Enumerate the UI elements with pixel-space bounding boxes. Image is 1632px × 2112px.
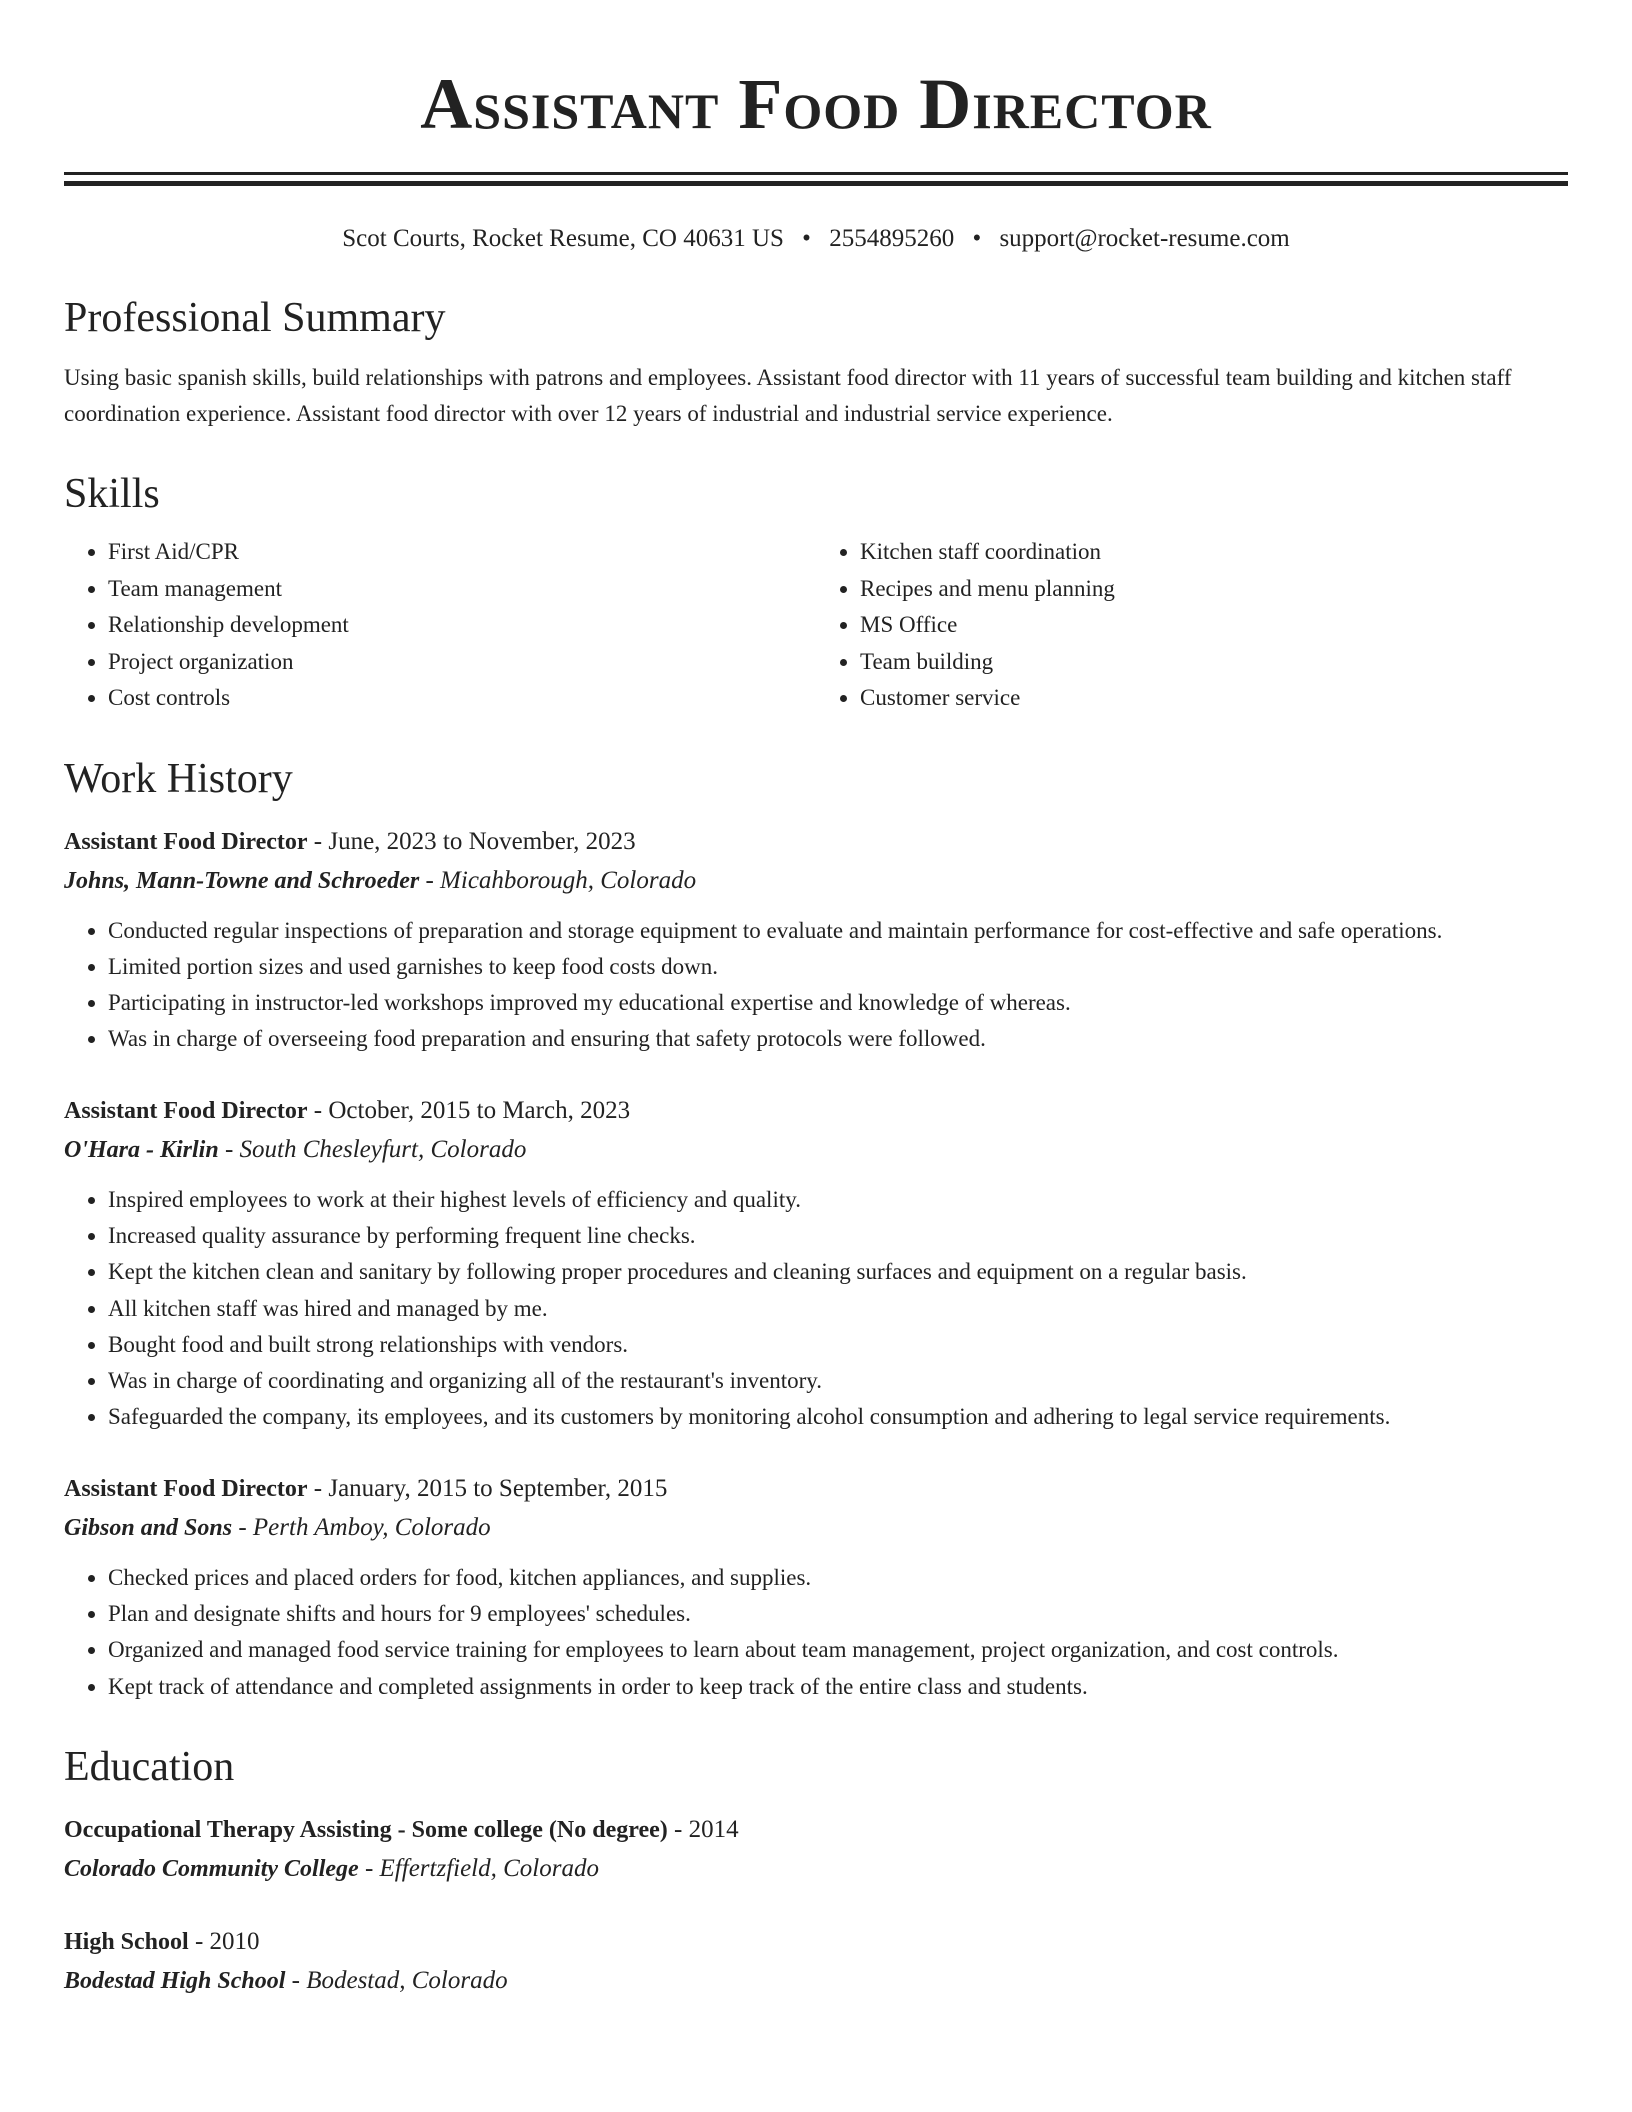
dash-separator: - xyxy=(232,1513,253,1541)
job-company-line xyxy=(64,861,1568,901)
job-bullets xyxy=(64,913,1568,1058)
education-location: Effertzfield, Colorado xyxy=(379,1854,599,1882)
contact-separator: • xyxy=(972,225,982,252)
dash-separator: - xyxy=(419,866,441,894)
job-company: O'Hara - Kirlin xyxy=(64,1136,219,1163)
skills-right-column xyxy=(816,534,1568,717)
summary-heading: Professional Summary xyxy=(64,295,446,341)
resume-title: Assistant Food Director xyxy=(420,64,1212,144)
job-bullet: • Safeguarded the company, its employees, and its customers by monitoring alcohol consumption and adhering to legal service requirements. xyxy=(108,1399,1568,1435)
job-location: South Chesleyfurt, Colorado xyxy=(239,1135,527,1163)
skill-item: • Recipes and menu planning xyxy=(860,571,1568,608)
job-bullet: • Kept the kitchen clean and sanitary by following proper procedures and cleaning surfaces and equipment on a regular basis. xyxy=(108,1254,1568,1290)
title-rule-bottom xyxy=(64,181,1568,186)
job-bullet: • Limited portion sizes and used garnishes to keep food costs down. xyxy=(108,949,1568,985)
education-school-line xyxy=(64,1849,1568,1889)
education-school-line xyxy=(64,1961,1568,2001)
job-role: Assistant Food Director xyxy=(64,1475,308,1502)
job-role-line xyxy=(64,1470,1568,1508)
education-entry xyxy=(64,1923,1568,2001)
skill-item: • Team building xyxy=(860,644,1568,681)
job-bullet: • Conducted regular inspections of preparation and storage equipment to evaluate and maintain performance for cost-effective and safe operations. xyxy=(108,913,1568,949)
job-location: Perth Amboy, Colorado xyxy=(252,1513,491,1541)
work-history-heading: Work History xyxy=(64,755,293,802)
contact-separator: • xyxy=(802,225,811,252)
job-bullet: • Was in charge of coordinating and organizing all of the restaurant's inventory. xyxy=(108,1363,1568,1399)
skills-columns xyxy=(64,534,1568,717)
skill-item: • Customer service xyxy=(860,680,1568,717)
professional-summary-section xyxy=(64,292,1568,432)
education-school: Bodestad High School xyxy=(64,1967,286,1994)
dash-separator: - xyxy=(188,1927,210,1955)
contact-email: support@rocket-resume.com xyxy=(999,225,1290,252)
dash-separator: - xyxy=(307,827,329,855)
job-bullet: • Plan and designate shifts and hours for 9 employees' schedules. xyxy=(108,1596,1568,1632)
job-location: Micahborough, Colorado xyxy=(440,866,697,894)
job-dates: June, 2023 to November, 2023 xyxy=(328,827,636,855)
skill-item: • First Aid/CPR xyxy=(108,534,816,571)
work-history-section xyxy=(64,753,1568,1705)
skill-item: • Team management xyxy=(108,571,816,608)
education-entry xyxy=(64,1811,1568,1889)
job-role-line xyxy=(64,1092,1568,1130)
dash-separator: - xyxy=(307,1474,329,1502)
education-degree-line xyxy=(64,1923,1568,1961)
contact-line xyxy=(64,222,1568,256)
education-degree: Occupational Therapy Assisting - Some college (No degree) xyxy=(64,1816,668,1843)
dash-separator: - xyxy=(307,1096,329,1124)
job-bullet: • Increased quality assurance by performing frequent line checks. xyxy=(108,1218,1568,1254)
skill-item: • Project organization xyxy=(108,644,816,681)
job-role: Assistant Food Director xyxy=(64,1097,308,1124)
job-bullet: • Was in charge of overseeing food preparation and ensuring that safety protocols were followed. xyxy=(108,1021,1568,1057)
summary-text: Using basic spanish skills, build relationships with patrons and employees. Assistant food director with 11 years of successful team building and kitchen staff coordination experience. Assistant food director with over 12 years of industrial and industrial service experience. xyxy=(64,365,1512,426)
job-bullet: • Checked prices and placed orders for food, kitchen appliances, and supplies. xyxy=(108,1560,1568,1596)
job-entry xyxy=(64,1470,1568,1705)
education-section xyxy=(64,1741,1568,2001)
job-company-line xyxy=(64,1508,1568,1548)
skill-item: • Relationship development xyxy=(108,607,816,644)
job-bullet: • Organized and managed food service training for employees to learn about team management, project organization, and cost controls. xyxy=(108,1632,1568,1668)
job-dates: January, 2015 to September, 2015 xyxy=(328,1474,668,1502)
skills-heading: Skills xyxy=(64,471,160,517)
dash-separator: - xyxy=(218,1135,240,1163)
job-role: Assistant Food Director xyxy=(64,828,308,855)
skill-item: • MS Office xyxy=(860,607,1568,644)
education-degree: High School xyxy=(64,1928,189,1955)
job-bullet: • Bought food and built strong relationships with vendors. xyxy=(108,1327,1568,1363)
job-company: Johns, Mann-Towne and Schroeder xyxy=(64,867,420,894)
job-entry xyxy=(64,1092,1568,1436)
job-bullets xyxy=(64,1560,1568,1705)
job-bullet: • Kept track of attendance and completed assignments in order to keep track of the entire class and students. xyxy=(108,1669,1568,1705)
job-dates: October, 2015 to March, 2023 xyxy=(328,1096,631,1124)
title-rule-top xyxy=(64,172,1568,175)
job-bullet: • Participating in instructor-led workshops improved my educational expertise and knowledge of whereas. xyxy=(108,985,1568,1021)
skill-item: • Kitchen staff coordination xyxy=(860,534,1568,571)
education-year: 2014 xyxy=(688,1815,739,1843)
education-degree-line xyxy=(64,1811,1568,1849)
dash-separator: - xyxy=(358,1854,380,1882)
dash-separator: - xyxy=(667,1815,689,1843)
job-company-line xyxy=(64,1130,1568,1170)
skills-section xyxy=(64,468,1568,717)
job-role-line xyxy=(64,823,1568,861)
education-school: Colorado Community College xyxy=(64,1855,359,1882)
dash-separator: - xyxy=(285,1966,307,1994)
job-bullet: • All kitchen staff was hired and managed by me. xyxy=(108,1291,1568,1327)
job-company: Gibson and Sons xyxy=(64,1514,233,1541)
contact-phone: 2554895260 xyxy=(829,225,955,252)
education-year: 2010 xyxy=(209,1927,260,1955)
job-entry xyxy=(64,823,1568,1058)
skill-item: • Cost controls xyxy=(108,680,816,717)
contact-address: Scot Courts, Rocket Resume, CO 40631 US xyxy=(342,225,784,252)
job-bullets xyxy=(64,1182,1568,1436)
education-heading: Education xyxy=(64,1743,235,1790)
job-bullet: • Inspired employees to work at their highest levels of efficiency and quality. xyxy=(108,1182,1568,1218)
education-location: Bodestad, Colorado xyxy=(306,1966,508,1994)
skills-left-column xyxy=(64,534,816,717)
